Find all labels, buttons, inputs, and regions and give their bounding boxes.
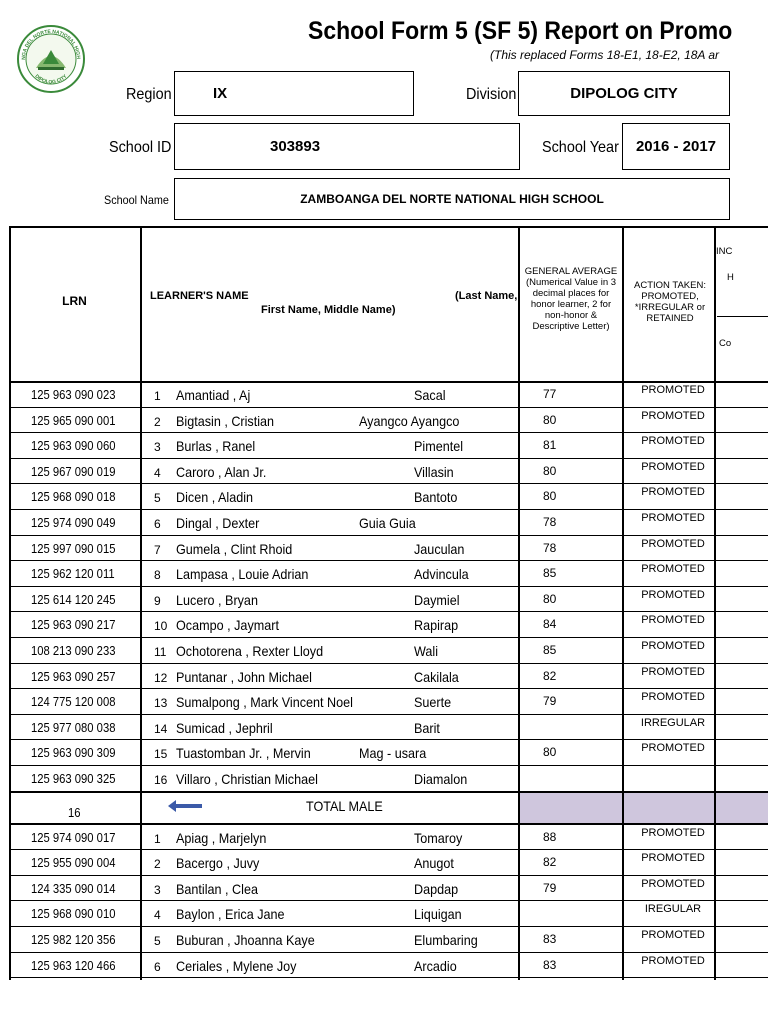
seal-text-top: NGA DEL NORTE NATIONAL HIGH bbox=[20, 28, 82, 60]
school-id-value: 303893 bbox=[270, 138, 321, 155]
division-field bbox=[518, 71, 730, 116]
male-learner-row bbox=[9, 715, 768, 741]
learner-first-name: Jhoanna Kaye bbox=[234, 932, 315, 948]
learner-number: 15 bbox=[154, 747, 168, 762]
action-taken: PROMOTED bbox=[641, 954, 705, 967]
male-learner-row bbox=[9, 612, 768, 638]
learner-name: Bigtasin , Cristian bbox=[176, 412, 275, 429]
learner-last-name: Tuastomban Jr. bbox=[176, 745, 263, 762]
female-learner-row bbox=[9, 927, 768, 953]
total-male-row bbox=[9, 792, 768, 824]
learner-last-name: Ocampo bbox=[176, 617, 224, 634]
general-average: 82 bbox=[543, 855, 557, 870]
learner-number: 1 bbox=[154, 831, 161, 846]
learner-number: 5 bbox=[154, 934, 161, 948]
general-average: 84 bbox=[543, 617, 557, 632]
learner-middle-name: Elumbaring bbox=[414, 932, 478, 948]
header-lrn: LRN bbox=[62, 294, 87, 308]
learner-table bbox=[9, 226, 768, 980]
learner-name: Ceriales , Mylene Joy bbox=[176, 957, 297, 974]
header-cut-inc: INC bbox=[716, 246, 733, 257]
learner-middle-name: Rapirap bbox=[414, 617, 459, 634]
learner-name: Ochotorena , Rexter Lloyd bbox=[176, 643, 324, 659]
learner-name: Lampasa , Louie Adrian bbox=[176, 566, 309, 583]
learner-last-name: Bigtasin bbox=[176, 412, 221, 429]
learner-lrn: 125 974 090 017 bbox=[31, 830, 116, 845]
learner-middle-name: Arcadio bbox=[414, 957, 457, 974]
division-label: Division bbox=[466, 86, 517, 103]
learner-last-name: Dicen bbox=[176, 489, 209, 506]
learner-number: 3 bbox=[154, 440, 161, 455]
learner-lrn: 125 965 090 001 bbox=[31, 413, 116, 428]
action-taken: PROMOTED bbox=[641, 691, 705, 704]
learner-number: 1 bbox=[154, 389, 161, 403]
learner-last-name: Lucero bbox=[176, 591, 215, 608]
learner-lrn: 124 775 120 008 bbox=[31, 695, 116, 710]
learner-last-name: Puntanar bbox=[176, 668, 228, 685]
general-average: 80 bbox=[543, 745, 557, 760]
learner-lrn: 125 955 090 004 bbox=[31, 856, 116, 871]
learner-middle-name: Sacal bbox=[414, 387, 446, 403]
learner-number: 10 bbox=[154, 619, 168, 634]
learner-middle-name: Guia Guia bbox=[359, 515, 416, 531]
female-learner-row bbox=[9, 876, 768, 902]
action-taken: PROMOTED bbox=[641, 512, 705, 524]
learner-lrn: 125 614 120 245 bbox=[31, 592, 116, 607]
learner-number: 16 bbox=[154, 773, 168, 787]
learner-last-name: Baylon bbox=[176, 906, 215, 923]
learner-name: Buburan , Jhoanna Kaye bbox=[176, 932, 315, 948]
learner-lrn: 125 962 120 011 bbox=[31, 567, 115, 582]
school-name-label: School Name bbox=[104, 193, 169, 207]
header-general-average: GENERAL AVERAGE (Numerical Value in 3 decimal places for honor learner, 2 for non-honor & Descriptive Letter) bbox=[524, 266, 618, 332]
learner-name: Bacergo , Juvy bbox=[176, 855, 260, 872]
learner-first-name: Marjelyn bbox=[218, 829, 267, 846]
learner-name: Baylon , Erica Jane bbox=[176, 906, 285, 923]
learner-number: 2 bbox=[154, 857, 161, 872]
learner-middle-name: Liquigan bbox=[414, 906, 462, 923]
learner-first-name: Aladin bbox=[218, 489, 254, 506]
action-taken: PROMOTED bbox=[641, 742, 705, 755]
female-learner-row bbox=[9, 825, 768, 851]
learner-number: 3 bbox=[154, 882, 161, 897]
learner-first-name: John Michael bbox=[237, 668, 312, 685]
school-year-label: School Year bbox=[542, 139, 619, 156]
action-taken: PROMOTED bbox=[641, 852, 705, 865]
header-learner-name: LEARNER'S NAME bbox=[150, 290, 249, 302]
male-learner-row bbox=[9, 740, 768, 766]
learner-name: Gumela , Clint Rhoid bbox=[176, 540, 293, 557]
learner-last-name: Gumela bbox=[176, 540, 221, 557]
learner-middle-name: Anugot bbox=[414, 855, 454, 872]
learner-name: Puntanar , John Michael bbox=[176, 668, 312, 685]
male-learner-row bbox=[9, 484, 768, 510]
learner-number: 13 bbox=[154, 696, 168, 711]
learner-number: 4 bbox=[154, 908, 161, 923]
learner-name: Sumicad , Jephril bbox=[176, 719, 273, 736]
learner-lrn: 125 967 090 019 bbox=[31, 464, 116, 479]
learner-name: Ocampo , Jaymart bbox=[176, 617, 279, 634]
learner-middle-name: Barit bbox=[414, 719, 440, 736]
learner-last-name: Sumicad bbox=[176, 719, 226, 736]
male-learner-row bbox=[9, 689, 768, 715]
learner-last-name: Ceriales bbox=[176, 957, 223, 974]
learner-middle-name: Daymiel bbox=[414, 591, 460, 608]
learner-middle-name: Wali bbox=[414, 643, 439, 659]
action-taken: PROMOTED bbox=[641, 665, 705, 678]
school-id-label: School ID bbox=[109, 139, 172, 156]
learner-lrn: 125 968 090 010 bbox=[31, 907, 116, 922]
learner-middle-name: Pimentel bbox=[414, 438, 464, 455]
learner-middle-name: Dapdap bbox=[414, 880, 459, 897]
learner-number: 14 bbox=[154, 721, 168, 736]
female-learner-row bbox=[9, 850, 768, 876]
learner-first-name: Rexter Lloyd bbox=[252, 643, 324, 659]
male-learner-row bbox=[9, 382, 768, 408]
general-average: 82 bbox=[543, 668, 557, 683]
learner-number: 7 bbox=[154, 542, 161, 557]
learner-middle-name: Diamalon bbox=[414, 771, 468, 787]
school-name-field bbox=[174, 178, 730, 220]
learner-first-name: Clea bbox=[232, 880, 258, 897]
learner-first-name: Clint Rhoid bbox=[230, 540, 293, 557]
action-taken: PROMOTED bbox=[641, 877, 705, 890]
seal-text-bottom: DIPOLOG CITY bbox=[33, 73, 69, 86]
action-taken: PROMOTED bbox=[641, 435, 705, 448]
female-learner-row bbox=[9, 953, 768, 979]
learner-first-name: Mervin bbox=[272, 745, 311, 762]
total-male-label: TOTAL MALE bbox=[306, 797, 383, 814]
male-learner-row bbox=[9, 459, 768, 485]
general-average: 83 bbox=[543, 932, 557, 946]
learner-last-name: Bantilan bbox=[176, 880, 222, 897]
learner-last-name: Buburan bbox=[176, 932, 224, 948]
header-name-sub2: First Name, Middle Name) bbox=[261, 304, 396, 316]
learner-first-name: Cristian bbox=[231, 412, 275, 429]
learner-last-name: Sumalpong bbox=[176, 694, 240, 711]
learner-middle-name: Ayangco Ayangco bbox=[359, 412, 460, 429]
general-average: 85 bbox=[543, 643, 557, 657]
male-learner-row bbox=[9, 536, 768, 562]
header-action-taken: ACTION TAKEN: PROMOTED, *IRREGULAR or RETAINED bbox=[634, 280, 706, 324]
form-title: School Form 5 (SF 5) Report on Promo bbox=[308, 17, 733, 45]
learner-lrn: 125 963 090 023 bbox=[31, 388, 116, 402]
school-year-field bbox=[622, 123, 730, 170]
male-learner-row bbox=[9, 510, 768, 536]
learner-lrn: 125 963 090 217 bbox=[31, 618, 116, 633]
learner-number: 8 bbox=[154, 568, 161, 583]
learner-name: Dingal , Dexter bbox=[176, 515, 260, 531]
general-average: 78 bbox=[543, 515, 557, 529]
learner-lrn: 125 963 090 257 bbox=[31, 669, 116, 684]
learner-number: 11 bbox=[154, 645, 167, 659]
total-male-count: 16 bbox=[68, 805, 81, 820]
learner-first-name: Aj bbox=[239, 387, 251, 403]
action-taken: PROMOTED bbox=[641, 537, 705, 550]
male-learner-row bbox=[9, 587, 768, 613]
learner-lrn: 125 968 090 018 bbox=[31, 490, 116, 505]
learner-number: 2 bbox=[154, 414, 161, 429]
learner-last-name: Villaro bbox=[176, 771, 211, 787]
learner-name: Lucero , Bryan bbox=[176, 591, 258, 608]
learner-lrn: 124 335 090 014 bbox=[31, 881, 116, 896]
learner-first-name: Louie Adrian bbox=[238, 566, 309, 583]
action-taken: PROMOTED bbox=[641, 588, 705, 601]
learner-lrn: 125 963 090 060 bbox=[31, 439, 116, 454]
learner-name: Bantilan , Clea bbox=[176, 880, 258, 897]
general-average: 80 bbox=[543, 591, 557, 606]
male-learner-row bbox=[9, 433, 768, 459]
learner-number: 4 bbox=[154, 465, 161, 480]
learner-name: Sumalpong , Mark Vincent Noel bbox=[176, 694, 353, 711]
learner-first-name: Alan Jr. bbox=[224, 463, 267, 480]
action-taken: PROMOTED bbox=[641, 384, 705, 396]
learner-last-name: Ochotorena bbox=[176, 643, 242, 659]
learner-lrn: 125 963 120 466 bbox=[31, 958, 116, 973]
general-average: 77 bbox=[543, 387, 557, 401]
learner-first-name: Christian Michael bbox=[221, 771, 318, 787]
general-average: 79 bbox=[543, 694, 557, 709]
learner-lrn: 125 963 090 309 bbox=[31, 746, 116, 761]
learner-lrn: 125 997 090 015 bbox=[31, 541, 116, 556]
learner-last-name: Lampasa bbox=[176, 566, 228, 583]
school-seal-logo bbox=[16, 22, 86, 96]
general-average: 79 bbox=[543, 880, 557, 895]
action-taken: PROMOTED bbox=[641, 563, 705, 576]
male-learner-row bbox=[9, 664, 768, 690]
learner-middle-name: Advincula bbox=[414, 566, 469, 583]
learner-number: 12 bbox=[154, 670, 168, 685]
learner-last-name: Dingal bbox=[176, 515, 212, 531]
learner-first-name: Dexter bbox=[222, 515, 260, 531]
male-learner-row bbox=[9, 638, 768, 664]
learner-name: Apiag , Marjelyn bbox=[176, 829, 267, 846]
learner-first-name: Mylene Joy bbox=[232, 957, 297, 974]
learner-last-name: Apiag bbox=[176, 829, 209, 846]
learner-number: 5 bbox=[154, 491, 161, 506]
learner-middle-name: Jauculan bbox=[414, 540, 465, 557]
learner-last-name: Burlas bbox=[176, 438, 212, 455]
arrow-left-icon bbox=[168, 799, 202, 817]
action-taken: PROMOTED bbox=[641, 460, 705, 473]
general-average: 80 bbox=[543, 463, 557, 478]
learner-middle-name: Cakilala bbox=[414, 668, 459, 685]
learner-last-name: Bacergo bbox=[176, 855, 223, 872]
learner-first-name: Bryan bbox=[225, 591, 258, 608]
learner-first-name: Jephril bbox=[235, 719, 273, 736]
region-label: Region bbox=[126, 86, 172, 103]
learner-lrn: 125 977 080 038 bbox=[31, 720, 116, 735]
header-name-sub1: (Last Name, bbox=[455, 290, 518, 302]
learner-name: Burlas , Ranel bbox=[176, 438, 256, 455]
learner-number: 9 bbox=[154, 593, 161, 608]
header-cut-co: Co bbox=[719, 338, 732, 349]
male-learner-row bbox=[9, 408, 768, 434]
general-average: 80 bbox=[543, 412, 557, 427]
division-value: DIPOLOG CITY bbox=[570, 85, 678, 102]
general-average: 78 bbox=[543, 540, 557, 555]
learner-name: Amantiad , Aj bbox=[176, 387, 251, 403]
learner-middle-name: Bantoto bbox=[414, 489, 458, 506]
learner-name: Dicen , Aladin bbox=[176, 489, 254, 506]
general-average: 85 bbox=[543, 566, 557, 581]
form-subtitle: (This replaced Forms 18-E1, 18-E2, 18A ar bbox=[490, 48, 719, 62]
action-taken: PROMOTED bbox=[641, 826, 705, 839]
learner-first-name: Erica Jane bbox=[225, 906, 285, 923]
learner-lrn: 125 963 090 325 bbox=[31, 772, 116, 786]
general-average: 80 bbox=[543, 489, 557, 504]
learner-name: Villaro , Christian Michael bbox=[176, 771, 318, 787]
learner-middle-name: Suerte bbox=[414, 694, 452, 711]
action-taken: PROMOTED bbox=[641, 614, 705, 627]
learner-middle-name: Tomaroy bbox=[414, 829, 463, 846]
learner-first-name: Jaymart bbox=[234, 617, 279, 634]
learner-first-name: Mark Vincent Noel bbox=[250, 694, 353, 711]
learner-name: Tuastomban Jr. , Mervin bbox=[176, 745, 311, 762]
learner-lrn: 125 982 120 356 bbox=[31, 933, 116, 947]
header-cut-h: H bbox=[727, 272, 734, 283]
region-field bbox=[174, 71, 414, 116]
learner-name: Caroro , Alan Jr. bbox=[176, 463, 267, 480]
action-taken: PROMOTED bbox=[641, 409, 705, 422]
female-learner-row bbox=[9, 901, 768, 927]
learner-first-name: Juvy bbox=[233, 855, 260, 872]
school-year-value: 2016 - 2017 bbox=[635, 138, 717, 155]
learner-lrn: 108 213 090 233 bbox=[31, 644, 116, 658]
learner-first-name: Ranel bbox=[222, 438, 256, 455]
action-taken: PROMOTED bbox=[641, 640, 705, 652]
action-taken: PROMOTED bbox=[641, 929, 705, 941]
general-average: 83 bbox=[543, 957, 557, 972]
male-learner-row bbox=[9, 561, 768, 587]
school-id-field bbox=[174, 123, 520, 170]
learner-number: 6 bbox=[154, 959, 161, 974]
action-taken: PROMOTED bbox=[641, 486, 705, 499]
general-average: 81 bbox=[543, 438, 557, 453]
general-average: 88 bbox=[543, 829, 557, 844]
learner-last-name: Amantiad bbox=[176, 387, 230, 403]
action-taken: IRREGULAR bbox=[640, 716, 706, 729]
male-learner-row bbox=[9, 766, 768, 792]
learner-middle-name: Mag - usara bbox=[359, 745, 427, 762]
region-value: IX bbox=[213, 85, 228, 102]
learner-middle-name: Villasin bbox=[414, 463, 454, 480]
learner-last-name: Caroro bbox=[176, 463, 215, 480]
school-name-value: ZAMBOANGA DEL NORTE NATIONAL HIGH SCHOOL bbox=[300, 192, 604, 206]
learner-number: 6 bbox=[154, 517, 161, 531]
action-taken: IREGULAR bbox=[644, 903, 702, 916]
learner-lrn: 125 974 090 049 bbox=[31, 516, 116, 530]
